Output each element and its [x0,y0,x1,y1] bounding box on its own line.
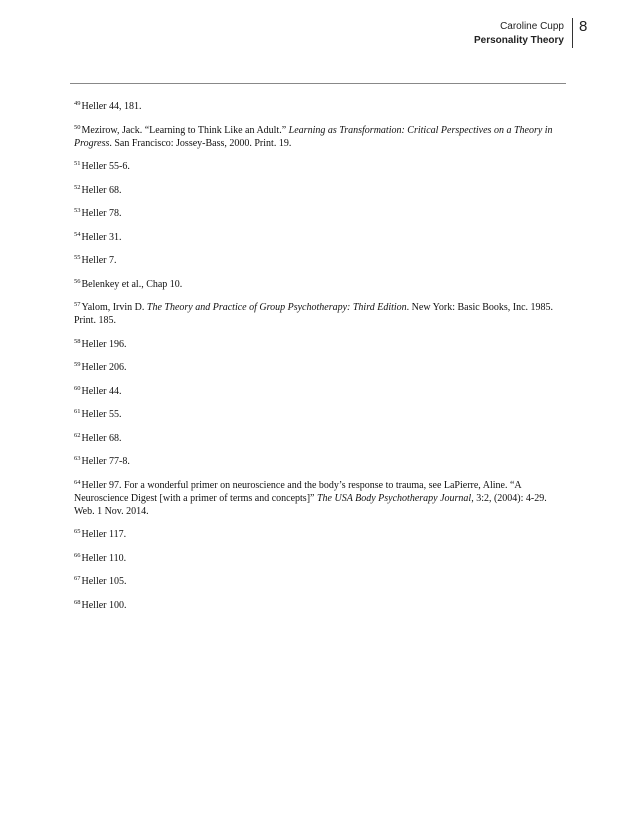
footnote-text: Heller 7. [81,255,117,266]
footnote-60 [74,385,566,398]
footnote-number: 51 [74,160,81,167]
footnote-title: Learning as Transformation: Critical Perspectives on a Theory in Progress [74,124,553,149]
footnote-number: 61 [74,408,81,415]
header-author: Caroline Cupp [500,21,564,32]
footnote-number: 63 [74,455,81,462]
footnote-text: Heller 44, 181. [81,101,142,112]
footnote-number: 53 [74,207,81,214]
footnote-49 [74,100,566,113]
footnote-number: 56 [74,277,81,285]
footnote-title: The Theory and Practice of Group Psychotherapy: Third Edition [146,302,407,313]
footnote-number: 49 [74,100,81,107]
header-rule [70,83,566,84]
footnote-50 [74,124,566,150]
footnote-number: 52 [74,183,81,191]
footnote-number: 64 [74,478,81,486]
footnote-text: Heller 206. [81,362,127,373]
footnote-text: Heller 77-8. [81,456,130,467]
footnote-number: 67 [74,575,81,582]
footnote-51 [74,160,566,173]
footnote-number: 57 [74,301,81,308]
footnote-text: Heller 55. [81,409,122,420]
footnote-59 [74,361,566,374]
footnote-text: Heller 68. [81,432,122,444]
footnote-56 [74,278,566,291]
footnote-58 [74,338,566,351]
footnote-65 [74,528,566,541]
footnote-text: Heller 100. [81,599,127,611]
footnote-text: . San Francisco: Jossey-Bass, 2000. Print. 19. [109,137,292,149]
footnote-54 [74,231,566,244]
page-number: 8 [572,18,587,48]
footnote-number: 59 [74,361,81,368]
footnote-text: Heller 31. [81,231,122,243]
footnote-text: Heller 78. [81,208,122,219]
footnote-67 [74,575,566,588]
footnote-text: Belenkey et al., Chap 10. [81,278,183,290]
footnote-number: 62 [74,431,81,439]
footnote-53 [74,207,566,220]
footnote-text: Heller 68. [81,184,122,196]
footnote-text: Heller 117. [81,529,127,540]
footnote-number: 50 [74,123,81,131]
footnote-text: Mezirow, Jack. “Learning to Think Like an Adult.” [81,124,289,136]
footnote-number: 58 [74,337,81,345]
footnote-55 [74,254,566,267]
footnote-number: 60 [74,384,81,392]
footnote-text: Heller 55-6. [81,161,130,172]
footnotes-list [74,100,566,622]
footnote-62 [74,432,566,445]
footnote-number: 68 [74,598,81,606]
footnote-text: Heller 44. [81,385,122,397]
footnote-61 [74,408,566,421]
footnote-number: 55 [74,254,81,261]
footnote-text: Heller 105. [81,576,127,587]
header-title: Personality Theory [473,35,564,46]
footnote-title: The USA Body Psychotherapy Journal [316,492,472,504]
footnote-text: Heller 97. For a wonderful primer on neuroscience and the body’s response to trauma, see LaPierre, Aline. “A Neuroscience Digest [with a primer of terms and concepts]” [74,479,522,504]
footnote-text: , 3:2, (2004): 4-29. Web. 1 Nov. 2014. [74,492,547,517]
footnote-number: 66 [74,551,81,559]
footnote-66 [74,552,566,565]
footnote-text: Heller 110. [81,552,127,564]
footnote-number: 54 [74,230,81,238]
footnote-68 [74,599,566,612]
footnote-52 [74,184,566,197]
footnote-number: 65 [74,528,81,535]
footnote-64 [74,479,566,518]
footnote-text: Yalom, Irvin D. [81,302,147,313]
footnote-text: Heller 196. [81,338,127,350]
footnote-57 [74,301,566,327]
running-header [474,20,572,48]
footnote-63 [74,455,566,468]
footnote-text: . New York: Basic Books, Inc. 1985. Print. 185. [74,302,554,326]
